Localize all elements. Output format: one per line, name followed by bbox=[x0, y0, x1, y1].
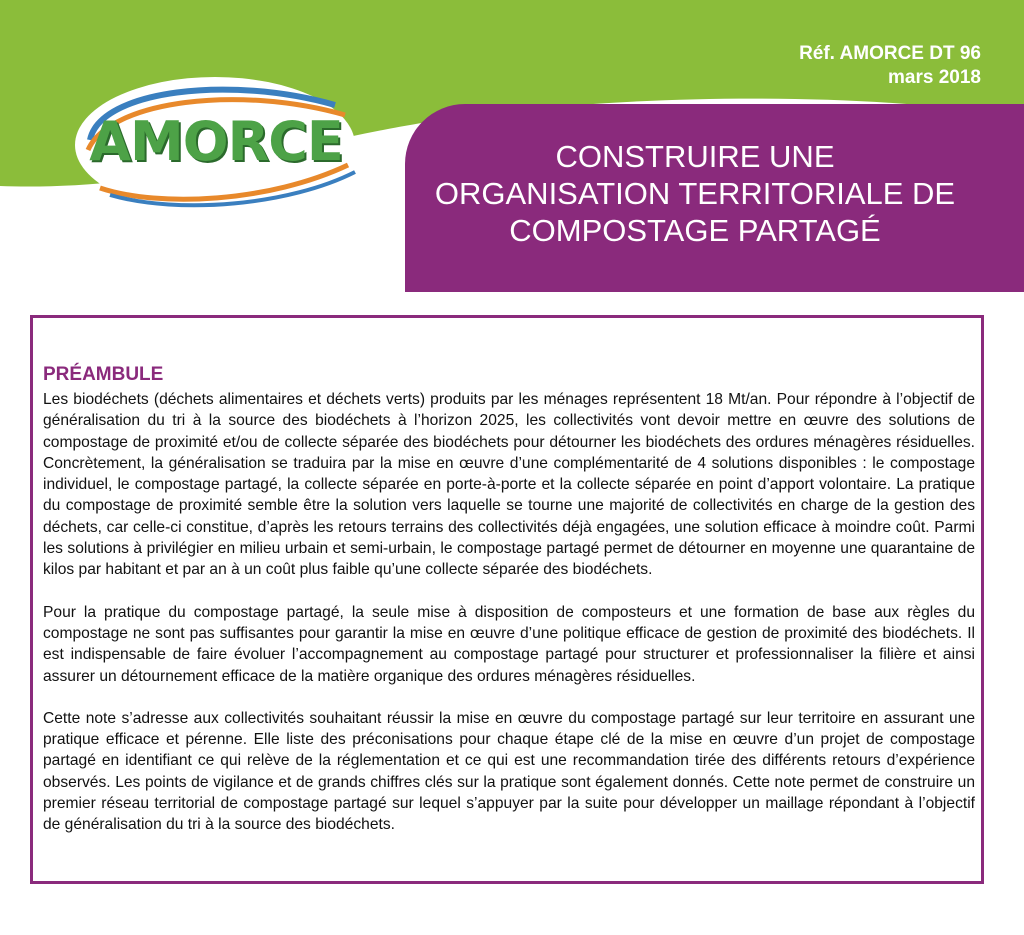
logo-wordmark: AMORCE bbox=[89, 110, 343, 173]
title-line: CONSTRUIRE UNE bbox=[555, 139, 835, 174]
section-heading: PRÉAMBULE bbox=[43, 364, 164, 385]
preamble-section bbox=[43, 362, 975, 836]
reference-number: Réf. AMORCE DT 96 bbox=[799, 43, 981, 64]
title-line: ORGANISATION TERRITORIALE DE bbox=[434, 176, 956, 211]
paragraph: Pour la pratique du compostage partagé, la seule mise à disposition de composteurs et une formation de base aux règles du compostage ne sont pas suffisantes pour garantir la mise en œuvre d’une politique efficace de gestion de proximité des biodéchets. Il est indispensable de faire évoluer l’accompagnement au compostage partagé pour structurer et professionnaliser la filière et ainsi assurer un détournement efficace de la matière organique des ordures ménagères résiduelles. bbox=[43, 603, 975, 685]
paragraph: Cette note s’adresse aux collectivités souhaitant réussir la mise en œuvre du compostage partagé sur leur territoire en assurant une pratique efficace et pérenne. Elle liste des préconisations pour chaque étape clé de la mise en œuvre d’un projet de compostage partagé en identifiant ce qui relève de la réglementation et ce qui est une recommandation tirée des différents retours d’expérience observés. Les points de vigilance et de grands chiffres clés sur la pratique sont également donnés. Cette note permet de construire un premier réseau territorial de compostage partagé sur lequel s’appuyer par la suite pour développer un maillage répondant à l’objectif de généralisation du tri à la source des biodéchets. bbox=[43, 709, 975, 834]
reference-date: mars 2018 bbox=[888, 67, 981, 88]
document-title bbox=[405, 138, 985, 249]
title-line: COMPOSTAGE PARTAGÉ bbox=[509, 213, 881, 248]
paragraph: Les biodéchets (déchets alimentaires et déchets verts) produits par les ménages représentent 18 Mt/an. Pour répondre à l’objectif de généralisation du tri à la source des biodéchets à l’horizon 2025, les collectivités vont devoir mettre en œuvre des solutions de compostage de proximité et/ou de collecte séparée des biodéchets pour détourner les biodéchets des ordures ménagères résiduelles. Concrètement, la généralisation se traduira par la mise en œuvre d’une complémentarité de 4 solutions disponibles : le compostage individuel, le compostage partagé, la collecte séparée en porte-à-porte et la collecte séparée en point d’apport volontaire. La pratique du compostage de proximité semble être la solution vers laquelle se tourne une majorité de collectivités en charge de la gestion des déchets, car celle-ci constitue, d’après les retours terrains des collectivités déjà engagées, une solution efficace à moindre coût. Parmi les solutions à privilégier en milieu urbain et semi-urbain, le compostage partagé permet de détourner en moyenne une quarantaine de kilos par habitant et par an à un coût plus faible qu’une collecte séparée des biodéchets. bbox=[43, 391, 975, 579]
document-reference bbox=[799, 42, 981, 90]
